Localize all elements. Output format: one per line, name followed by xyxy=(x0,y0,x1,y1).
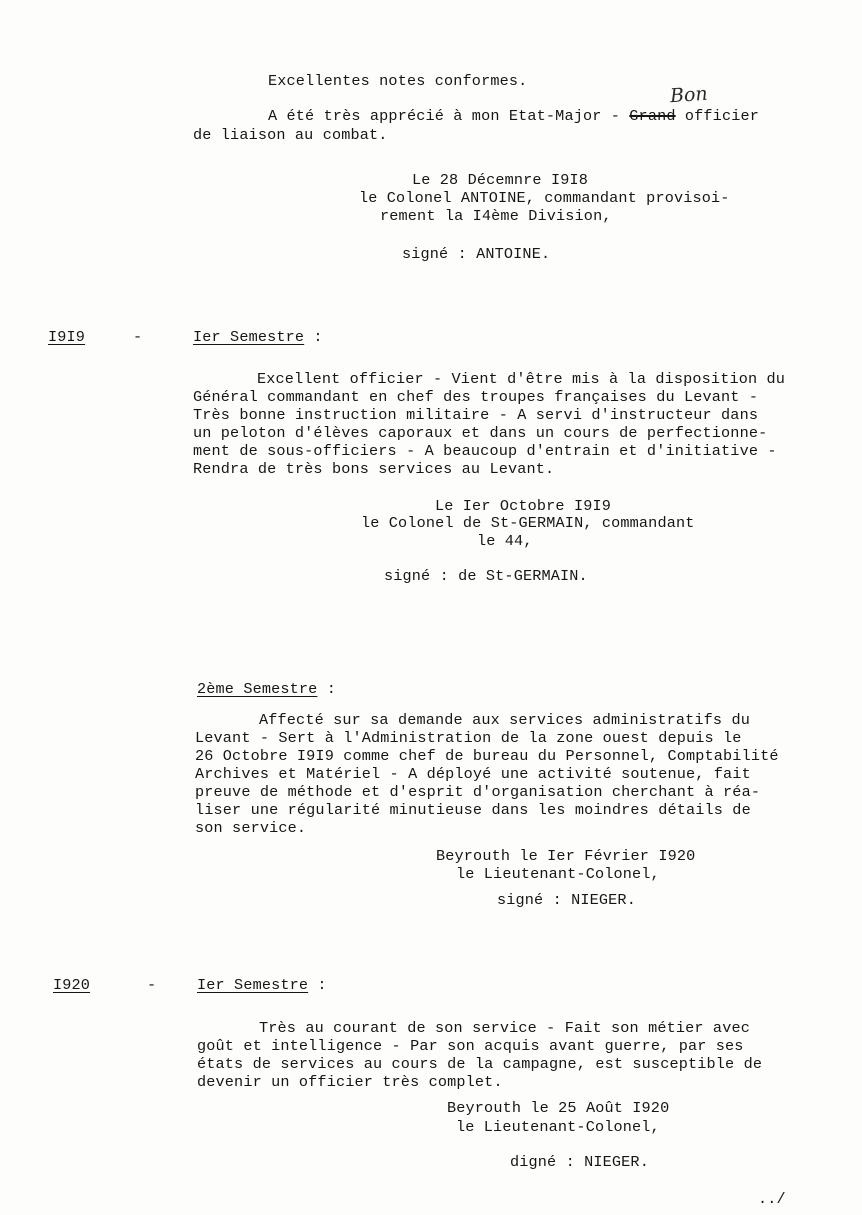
signature: digné : NIEGER. xyxy=(510,1153,649,1171)
signature-date: Beyrouth le 25 Août I920 xyxy=(447,1099,670,1117)
appreciation-line-2: de liaison au combat. xyxy=(193,126,388,144)
signature: signé : de St-GERMAIN. xyxy=(384,567,588,585)
signature-title: le Colonel ANTOINE, commandant provisoi- xyxy=(359,189,730,207)
signature-date: Le Ier Octobre I9I9 xyxy=(435,497,612,515)
appreciation-line xyxy=(268,107,759,126)
year-heading: I920 xyxy=(53,976,91,994)
paragraph-line: états de services au cours de la campagne, est susceptible de xyxy=(197,1055,763,1073)
semester-label: Ier Semestre xyxy=(197,976,309,994)
paragraph-line: Excellent officier - Vient d'être mis à la disposition du xyxy=(257,370,786,388)
year-dash: - xyxy=(147,976,157,994)
signature: signé : ANTOINE. xyxy=(402,245,551,263)
signature-title-2: rement la I4ème Division, xyxy=(380,207,612,225)
semester-colon: : xyxy=(308,976,327,994)
appreciation-text: A été très apprécié à mon Etat-Major - xyxy=(268,107,630,125)
signature-title: le Lieutenant-Colonel, xyxy=(456,865,660,883)
year-heading: I9I9 xyxy=(48,328,86,346)
paragraph-line: ment de sous-officiers - A beaucoup d'entrain et d'initiative - xyxy=(193,442,777,460)
signature-date: Beyrouth le Ier Février I920 xyxy=(436,847,696,865)
paragraph-line: Levant - Sert à l'Administration de la zone ouest depuis le xyxy=(195,729,742,747)
semester-heading xyxy=(197,976,327,995)
signature-title: le Lieutenant-Colonel, xyxy=(456,1118,660,1136)
paragraph-line: 26 Octobre I9I9 comme chef de bureau du Personnel, Comptabilité xyxy=(195,747,779,765)
paragraph-line: Très au courant de son service - Fait son métier avec xyxy=(259,1019,750,1037)
paragraph-line: goût et intelligence - Par son acquis avant guerre, par ses xyxy=(197,1037,744,1055)
semester-label: 2ème Semestre xyxy=(197,680,318,698)
semester-colon: : xyxy=(304,328,323,346)
paragraph-line: Très bonne instruction militaire - A servi d'instructeur dans xyxy=(193,406,759,424)
notes-line: Excellentes notes conformes. xyxy=(268,72,528,90)
signature-date: Le 28 Décemnre I9I8 xyxy=(412,171,589,189)
semester-colon: : xyxy=(317,680,336,698)
year-dash: - xyxy=(133,328,143,346)
paragraph-line: devenir un officier très complet. xyxy=(197,1073,503,1091)
continuation-mark: ../ xyxy=(758,1190,786,1208)
handwritten-correction: Bon xyxy=(669,82,709,108)
semester-heading xyxy=(197,680,336,699)
struck-word: Grand xyxy=(629,107,676,125)
paragraph-line: Affecté sur sa demande aux services administratifs du xyxy=(259,711,750,729)
signature-title-2: le 44, xyxy=(477,532,533,550)
appreciation-text-end: officier xyxy=(675,107,760,125)
paragraph-line: liser une régularité minutieuse dans les moindres détails de xyxy=(195,801,751,819)
paragraph-line: Archives et Matériel - A déployé une activité soutenue, fait xyxy=(195,765,751,783)
paragraph-line: Général commandant en chef des troupes françaises du Levant - xyxy=(193,388,759,406)
paragraph-line: un peloton d'élèves caporaux et dans un cours de perfectionne- xyxy=(193,424,768,442)
signature: signé : NIEGER. xyxy=(497,891,636,909)
paragraph-line: son service. xyxy=(195,819,307,837)
semester-heading xyxy=(193,328,323,347)
paragraph-line: Rendra de très bons services au Levant. xyxy=(193,460,555,478)
semester-label: Ier Semestre xyxy=(193,328,305,346)
paragraph-line: preuve de méthode et d'esprit d'organisation cherchant à réa- xyxy=(195,783,761,801)
signature-title: le Colonel de St-GERMAIN, commandant xyxy=(361,514,695,532)
